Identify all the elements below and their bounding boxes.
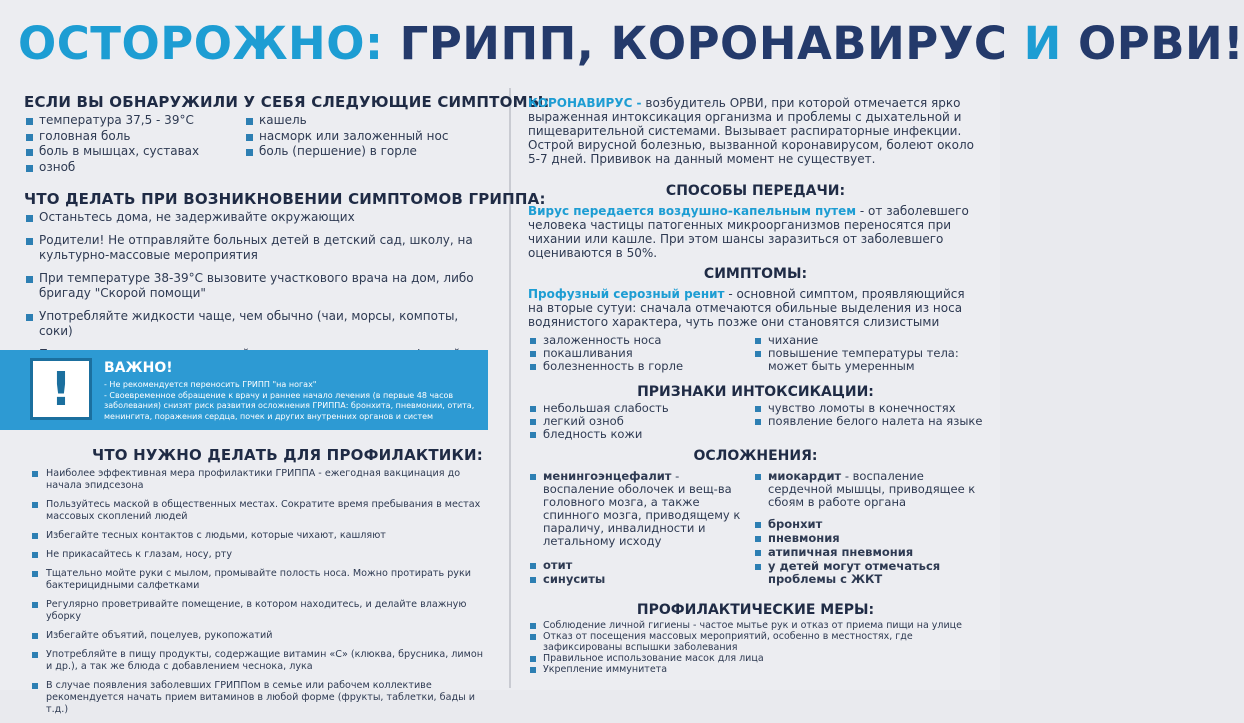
- list-item: атипичная пневмония: [753, 546, 988, 559]
- list-item: Избегайте тесных контактов с людьми, которые чихают, кашляют: [30, 530, 490, 542]
- list-item: Употребляйте в пищу продукты, содержащие витамин «С» (клюква, брусника, лимон и др.), а так же блюда с добавлением чеснока, лука: [30, 649, 490, 673]
- list-item: температура 37,5 - 39°С: [24, 113, 244, 129]
- coronavirus-paragraph: [528, 96, 983, 166]
- list-item: бледность кожи: [528, 428, 753, 441]
- meningoencephalitis-text: - воспаление оболочек и вещ-ва головного мозга, а также спинного мозга, приводящему к параличу, инвалидности и летальному исходу: [543, 469, 741, 548]
- list-item: у детей могут отмечаться проблемы с ЖКТ: [753, 560, 988, 586]
- title-part-4: ОРВИ!: [1077, 17, 1244, 70]
- list-item: [753, 470, 988, 509]
- myocarditis-term: миокардит: [768, 469, 842, 483]
- exclamation-icon: !: [30, 358, 92, 420]
- complications-heading: ОСЛОЖНЕНИЯ:: [693, 448, 818, 464]
- list-item: При температуре 38-39°С вызовите участкового врача на дом, либо бригаду "Скорой помощи": [24, 271, 494, 301]
- measures-heading: ПРОФИЛАКТИЧЕСКИЕ МЕРЫ:: [636, 602, 875, 618]
- intoxication-heading: ПРИЗНАКИ ИНТОКСИКАЦИИ:: [637, 384, 874, 400]
- title-part-2: ГРИПП, КОРОНАВИРУС: [399, 17, 1008, 70]
- meningoencephalitis-term: менингоэнцефалит: [543, 469, 672, 483]
- corona-symptoms-col-1: [528, 334, 753, 373]
- list-item: Останьтесь дома, не задерживайте окружающих: [24, 210, 494, 225]
- measures-list: [528, 620, 988, 675]
- list-item: насморк или заложенный нос: [244, 129, 504, 145]
- list-item: кашель: [244, 113, 504, 129]
- transmission-term: Вирус передается воздушно-капельным путем: [528, 204, 857, 218]
- list-item: головная боль: [24, 129, 244, 145]
- list-item: отит: [528, 559, 753, 572]
- list-item: боль в мышцах, суставах: [24, 144, 244, 160]
- corona-symptoms-heading: СИМПТОМЫ:: [703, 266, 808, 282]
- complications-col-2: [753, 470, 988, 587]
- list-item: легкий озноб: [528, 415, 753, 428]
- important-line: - Своевременное обращение к врачу и раннее начало лечения (в первые 48 часов заболевания) снизят риск развития осложнения ГРИППА: бронхита, пневмонии, отита, менингита, поражения сердца, почек и других внутренних органов и систем: [104, 390, 475, 421]
- list-item: [528, 470, 753, 548]
- list-item: Пользуйтесь маской в общественных местах. Сократите время пребывания в местах массовых скоплений людей: [30, 499, 490, 523]
- list-item: озноб: [24, 160, 244, 176]
- page-title: [18, 14, 1244, 74]
- prevention-list: [30, 468, 490, 723]
- list-item: пневмония: [753, 532, 988, 545]
- list-item: В случае появления заболевших ГРИППом в семье или рабочем коллективе рекомендуется начать прием витаминов в любой форме (фрукты, таблетки, бады и т.д.): [30, 680, 490, 716]
- transmission-text: - от заболевшего человека частицы патогенных микроорганизмов переносятся при чихании или кашле. При этом шансы заразиться от заболевшего оцениваются в 50%.: [528, 204, 969, 260]
- list-item: Употребляйте жидкости чаще, чем обычно (чаи, морсы, компоты, соки): [24, 309, 494, 339]
- list-item: чихание: [753, 334, 988, 347]
- list-item: заложенность носа: [528, 334, 753, 347]
- transmission-heading: СПОСОБЫ ПЕРЕДАЧИ:: [665, 183, 846, 199]
- transmission-paragraph: [528, 204, 983, 260]
- title-part-1: ОСТОРОЖНО:: [18, 17, 384, 70]
- important-title: ВАЖНО!: [104, 360, 173, 376]
- list-item: бронхит: [753, 518, 988, 531]
- coronavirus-text: возбудитель ОРВИ, при которой отмечается ярко выраженная интоксикация организма и проблемы с дыхательной и пищеварительной системами. Вызывает распираторные инфекции. Острой вирусной болезнью, вызванной коронавирусом, болеют около 5-7 дней. Прививок на данный момент не существует.: [528, 96, 975, 166]
- todo-list: [24, 210, 494, 370]
- corona-symptoms-paragraph: [528, 287, 983, 329]
- myocarditis-text: - воспаление сердечной мышцы, приводящее к сбоям в работе органа: [768, 469, 976, 509]
- rhinitis-term: Профузный серозный ренит: [528, 287, 725, 301]
- list-item: Наиболее эффективная мера профилактики ГРИППА - ежегодная вакцинация до начала эпидсезона: [30, 468, 490, 492]
- column-divider: [509, 88, 511, 688]
- list-item: боль (першение) в горле: [244, 144, 504, 160]
- important-text: [104, 380, 484, 422]
- prevention-heading: ЧТО НУЖНО ДЕЛАТЬ ДЛЯ ПРОФИЛАКТИКИ:: [92, 446, 483, 464]
- list-item: Укрепление иммунитета: [528, 664, 988, 675]
- list-item: Регулярно проветривайте помещение, в котором находитесь, и делайте влажную уборку: [30, 599, 490, 623]
- list-item: Избегайте объятий, поцелуев, рукопожатий: [30, 630, 490, 642]
- title-part-3: И: [1023, 17, 1062, 70]
- important-banner: [0, 350, 488, 430]
- list-item: появление белого налета на языке: [753, 415, 988, 428]
- todo-heading: ЧТО ДЕЛАТЬ ПРИ ВОЗНИКНОВЕНИИ СИМПТОМОВ ГРИППА:: [24, 190, 546, 208]
- list-item: чувство ломоты в конечностях: [753, 402, 988, 415]
- list-item: Тщательно мойте руки с мылом, промывайте полость носа. Можно протирать руки бактерицидными салфетками: [30, 568, 490, 592]
- list-item: Не прикасайтесь к глазам, носу, рту: [30, 549, 490, 561]
- intoxication-col-1: [528, 402, 753, 441]
- list-item: Соблюдение личной гигиены - частое мытье рук и отказ от приема пищи на улице: [528, 620, 988, 631]
- rhinitis-text: - основной симптом, проявляющийся на вторые сутуи: сначала отмечаются обильные выделения из носа водянистого характера, чуть позже они становятся слизистыми: [528, 287, 965, 329]
- list-item: покашливания: [528, 347, 753, 360]
- intoxication-col-2: [753, 402, 988, 428]
- important-line: - Не рекомендуется переносить ГРИПП "на ногах": [104, 380, 317, 389]
- corona-symptoms-col-2: [753, 334, 988, 373]
- list-item: синуситы: [528, 573, 753, 586]
- coronavirus-term: КОРОНАВИРУС -: [528, 96, 642, 110]
- complications-col-1: [528, 470, 753, 587]
- symptoms-heading: ЕСЛИ ВЫ ОБНАРУЖИЛИ У СЕБЯ СЛЕДУЮЩИЕ СИМПТОМЫ:: [24, 93, 550, 111]
- list-item: Родители! Не отправляйте больных детей в детский сад, школу, на культурно-массовые мероприятия: [24, 233, 494, 263]
- list-item: болезненность в горле: [528, 360, 753, 373]
- list-item: Отказ от посещения массовых мероприятий, особенно в местностях, где зафиксированы вспышки заболевания: [528, 631, 988, 653]
- list-item: Правильное использование масок для лица: [528, 653, 988, 664]
- symptoms-col-1: [24, 113, 244, 175]
- symptoms-col-2: [244, 113, 504, 160]
- list-item: небольшая слабость: [528, 402, 753, 415]
- list-item: повышение температуры тела: может быть умеренным: [753, 347, 988, 373]
